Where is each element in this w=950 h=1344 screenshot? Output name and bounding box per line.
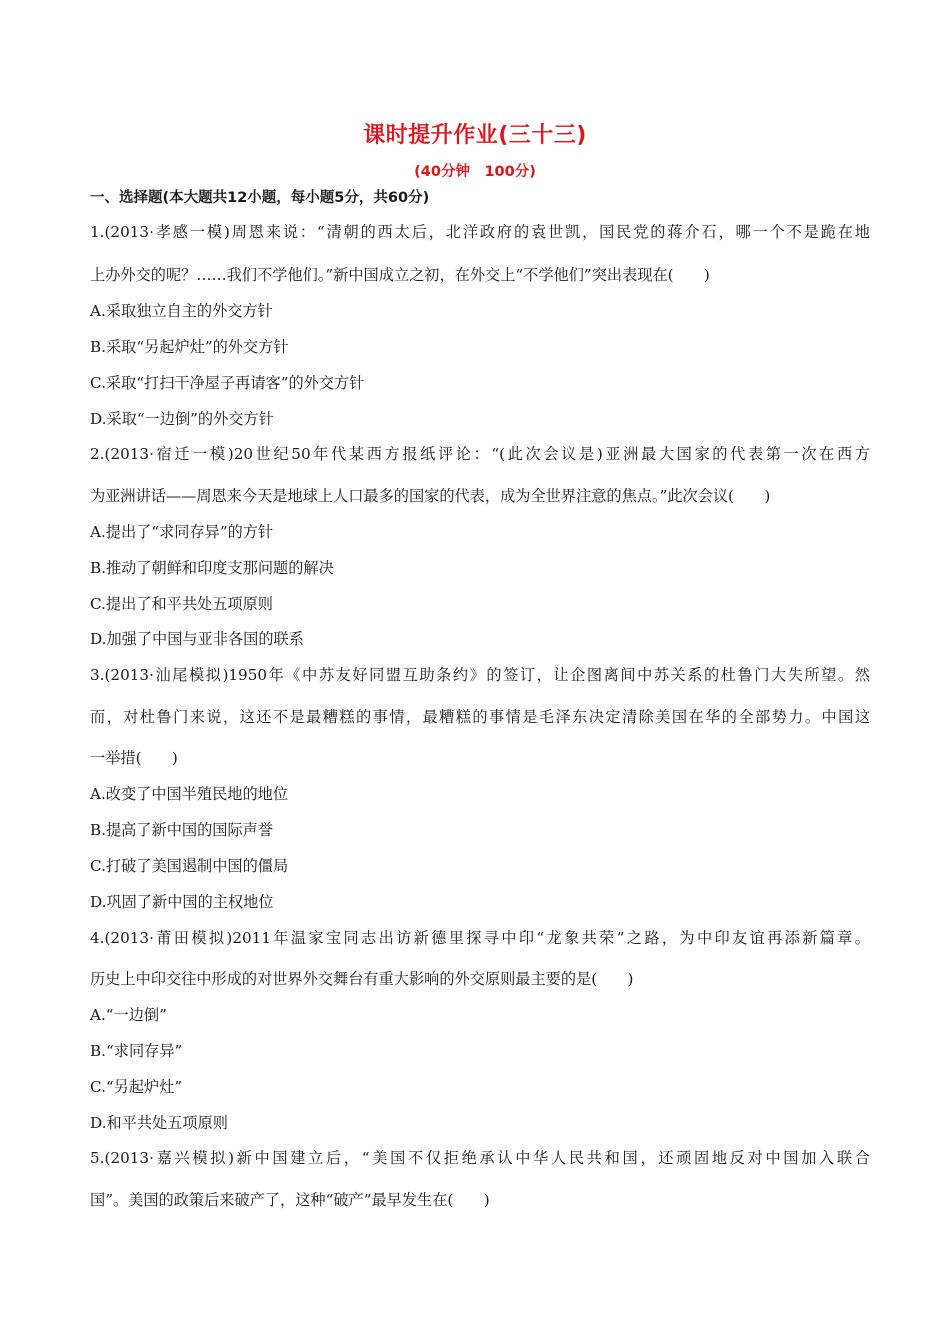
- question-2-option-b: B.推动了朝鲜和印度支那问题的解决: [90, 559, 334, 577]
- question-4-option-a: A.“一边倒”: [90, 1006, 167, 1024]
- question-5-line-2: 国”。美国的政策后来破产了，这种“破产”最早发生在( ): [90, 1191, 490, 1209]
- question-1-option-d: D.采取“一边倒”的外交方针: [90, 410, 274, 428]
- question-1-line-2: 上办外交的呢？……我们不学他们。”新中国成立之初，在外交上“不学他们”突出表现在( ): [90, 266, 710, 284]
- question-3-option-b: B.提高了新中国的国际声誉: [90, 821, 274, 839]
- question-3-line-1: 3.(2013·汕尾模拟)1950年《中苏友好同盟互助条约》的签订，让企图离间中苏关系的杜鲁门大失所望。然: [90, 666, 870, 684]
- question-3-option-c: C.打破了美国遏制中国的僵局: [90, 857, 289, 875]
- question-3-option-a: A.改变了中国半殖民地的地位: [90, 785, 289, 803]
- question-4-option-d: D.和平共处五项原则: [90, 1114, 228, 1132]
- question-2-option-d: D.加强了中国与亚非各国的联系: [90, 630, 304, 648]
- question-1-option-b: B.采取“另起炉灶”的外交方针: [90, 338, 289, 356]
- question-2-line-1: 2.(2013·宿迁一模)20世纪50年代某西方报纸评论：“(此次会议是)亚洲最大国家的代表第一次在西方: [90, 445, 870, 463]
- question-2-line-2: 为亚洲讲话——周恩来今天是地球上人口最多的国家的代表，成为全世界注意的焦点。”此次会议( ): [90, 487, 771, 505]
- question-2-option-c: C.提出了和平共处五项原则: [90, 595, 273, 613]
- question-3-line-2: 而，对杜鲁门来说，这还不是最糟糕的事情，最糟糕的事情是毛泽东决定清除美国在华的全部势力。中国这: [90, 708, 870, 726]
- question-2-option-a: A.提出了“求同存异”的方针: [90, 523, 274, 541]
- question-5-line-1: 5.(2013·嘉兴模拟)新中国建立后，“美国不仅拒绝承认中华人民共和国，还顽固地反对中国加入联合: [90, 1149, 870, 1167]
- question-4-option-c: C.“另起炉灶”: [90, 1078, 183, 1096]
- question-4-line-1: 4.(2013·莆田模拟)2011年温家宝同志出访新德里探寻中印“龙象共荣”之路，为中印友谊再添新篇章。: [90, 929, 870, 947]
- question-1-option-c: C.采取“打扫干净屋子再请客”的外交方针: [90, 374, 365, 392]
- question-3-line-3: 一举措( ): [90, 749, 178, 767]
- question-4-line-2: 历史上中印交往中形成的对世界外交舞台有重大影响的外交原则最主要的是( ): [90, 970, 634, 988]
- question-3-option-d: D.巩固了新中国的主权地位: [90, 893, 274, 911]
- page-title: 课时提升作业(三十三): [363, 123, 587, 148]
- question-1-option-a: A.采取独立自主的外交方针: [90, 302, 273, 320]
- question-4-option-b: B.“求同存异”: [90, 1042, 183, 1060]
- question-1-line-1: 1.(2013·孝感一模)周恩来说：“清朝的西太后，北洋政府的袁世凯，国民党的蒋介石，哪一个不是跪在地: [90, 223, 870, 241]
- section-heading: 一、选择题(本大题共12小题，每小题5分，共60分): [90, 190, 430, 206]
- page-subtitle: (40分钟 100分): [414, 164, 536, 180]
